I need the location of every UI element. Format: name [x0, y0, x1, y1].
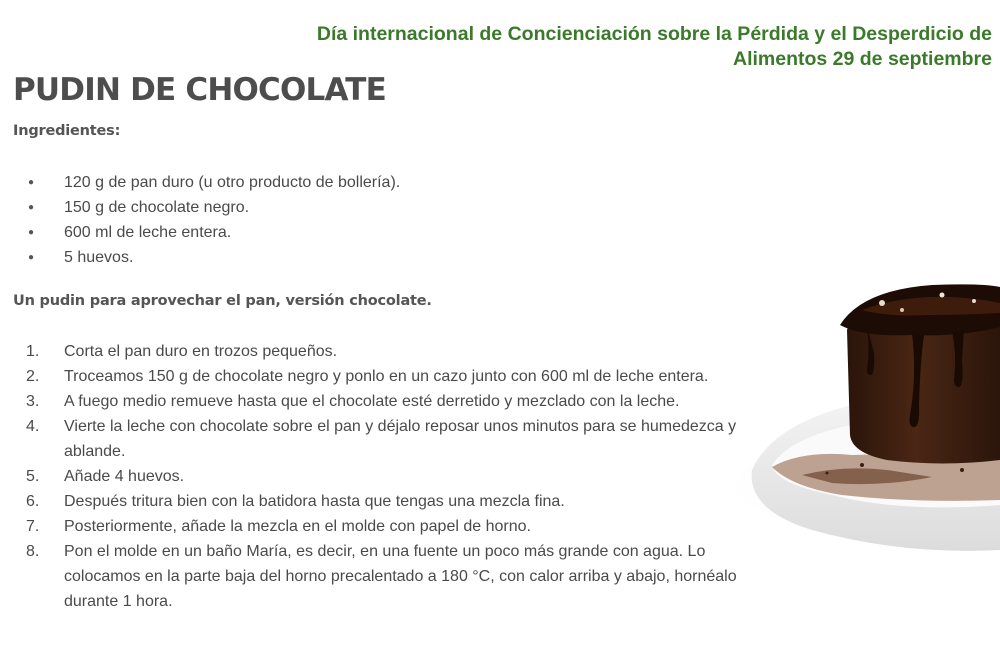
step-item: [0, 514, 760, 539]
step-text: Pon el molde en un baño María, es decir, en una fuente un poco más grande con agua. Lo colocamos en la parte baja del horno precalentado a 180 °C, con calor arriba y abajo, hornéalo durante 1 hora.: [64, 543, 737, 610]
ingredient-item: ● 600 ml de leche entera.: [0, 220, 400, 245]
step-item: [0, 414, 760, 464]
step-number: 2.: [26, 368, 40, 385]
step-text: Corta el pan duro en trozos pequeños.: [64, 343, 338, 360]
ingredients-heading: Ingredientes:: [13, 123, 121, 139]
step-text: Después tritura bien con la batidora hasta que tengas una mezcla fina.: [64, 493, 565, 510]
step-item: [0, 339, 760, 364]
chocolate-pudding-image: [712, 255, 1000, 585]
step-text: A fuego medio remueve hasta que el chocolate esté derretido y mezclado con la leche.: [64, 393, 680, 410]
step-item: [0, 489, 760, 514]
ingredient-item: ● 120 g de pan duro (u otro producto de bollería).: [0, 170, 400, 195]
step-number: 8.: [26, 543, 40, 560]
step-number: 6.: [26, 493, 40, 510]
recipe-title: PUDIN DE CHOCOLATE: [13, 72, 387, 108]
step-number: 4.: [26, 418, 40, 435]
step-item: [0, 539, 760, 614]
step-text: Añade 4 huevos.: [64, 468, 185, 485]
step-text: Vierte la leche con chocolate sobre el pan y déjalo reposar unos minutos para se humedezca y ablande.: [64, 418, 737, 460]
step-number: 5.: [26, 468, 40, 485]
event-banner: Día internacional de Concienciación sobre la Pérdida y el Desperdicio de Alimentos 29 de septiembre: [316, 23, 992, 70]
steps-list: [0, 339, 760, 614]
step-item: [0, 464, 760, 489]
recipe-intro: Un pudin para aprovechar el pan, versión chocolate.: [13, 293, 432, 309]
step-text: Troceamos 150 g de chocolate negro y ponlo en un cazo junto con 600 ml de leche entera.: [64, 368, 709, 385]
step-item: [0, 389, 760, 414]
ingredient-item: ● 150 g de chocolate negro.: [0, 195, 400, 220]
ingredients-list: [0, 170, 400, 270]
step-number: 7.: [26, 518, 40, 535]
step-text: Posteriormente, añade la mezcla en el molde con papel de horno.: [64, 518, 531, 535]
step-number: 3.: [26, 393, 40, 410]
ingredient-item: ● 5 huevos.: [0, 245, 400, 270]
step-item: [0, 364, 760, 389]
step-number: 1.: [26, 343, 40, 360]
